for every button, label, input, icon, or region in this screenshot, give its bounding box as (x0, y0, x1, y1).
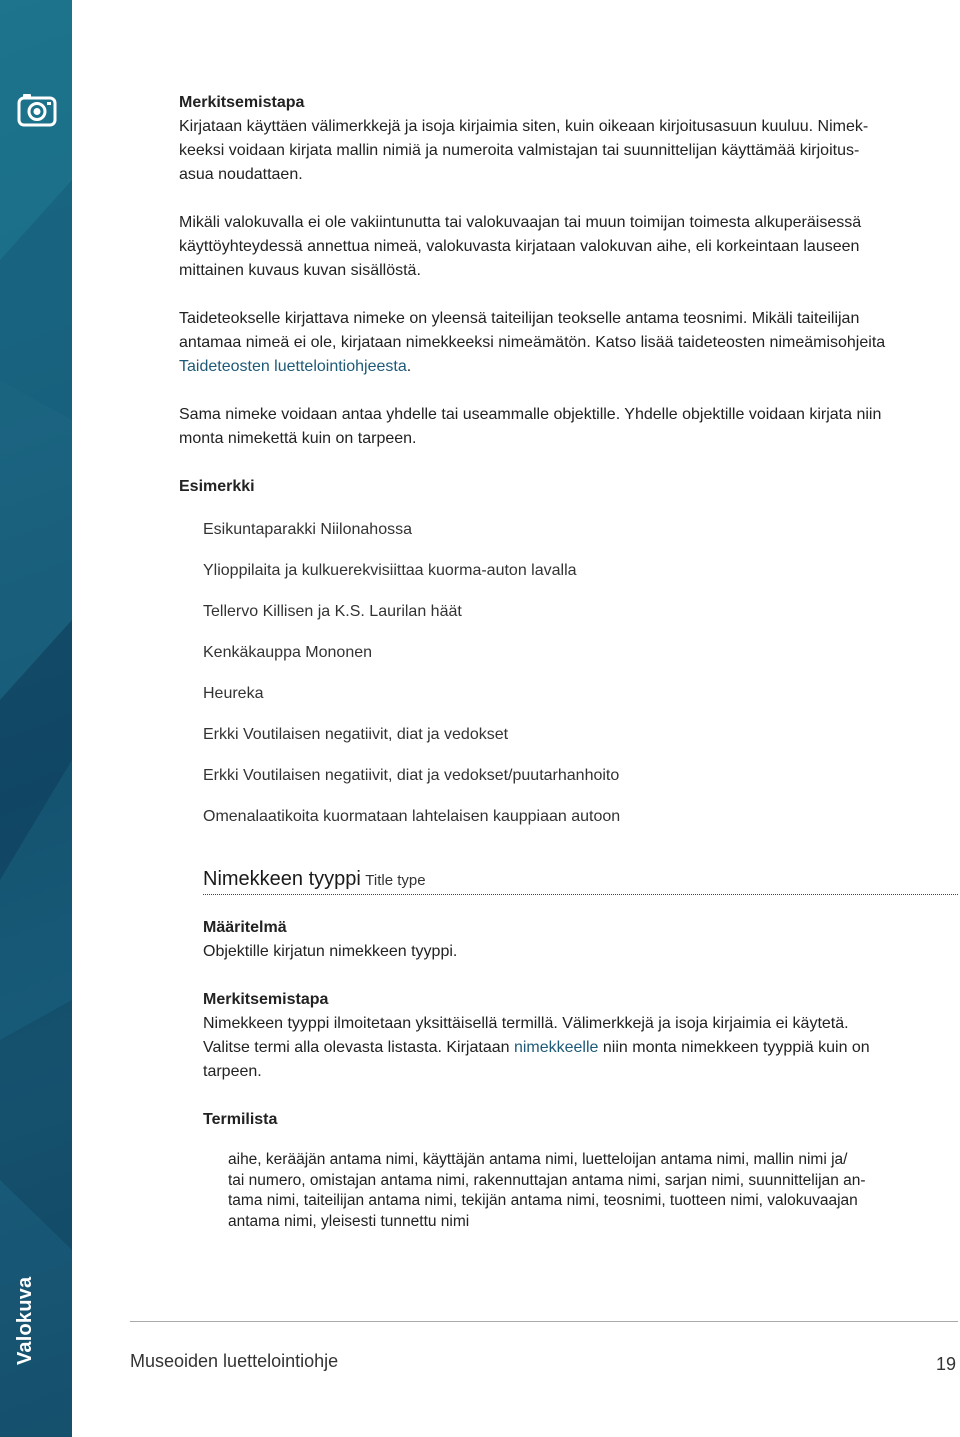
termlist-heading: Termilista (203, 1111, 278, 1128)
example-item: Heureka (203, 685, 264, 702)
example-item: Omenalaatikoita kuormataan lahtelaisen kauppiaan autoon (203, 808, 621, 825)
example-item: Esikuntaparakki Niilonahossa (203, 521, 412, 538)
term-line: aihe, kerääjän antama nimi, käyttäjän antama nimi, luetteloijan antama nimi, mallin nimi ja/ (228, 1151, 848, 1168)
footer-divider (130, 1321, 958, 1322)
term-line: tai numero, omistajan antama nimi, rakennuttajan antama nimi, sarjan nimi, suunnittelijan an- (228, 1171, 866, 1189)
term-line: antama nimi, yleisesti tunnettu nimi (228, 1212, 470, 1230)
notation-heading-2: Merkitsemistapa (203, 991, 329, 1008)
examples-heading: Esimerkki (179, 478, 255, 495)
notation-heading: Merkitsemistapa (179, 94, 305, 111)
example-item: Tellervo Killisen ja K.S. Laurilan häät (203, 603, 462, 620)
paragraph-line: keeksi voidaan kirjata mallin nimiä ja numeroita valmistajan tai suunnittelijan käyttämää kirjoitus- (179, 142, 860, 159)
field-title: Nimekkeen tyyppi (203, 868, 361, 890)
paragraph-line: monta nimekettä kuin on tarpeen. (179, 430, 417, 447)
guide-link[interactable]: Taideteosten luettelointiohjeesta (179, 358, 407, 375)
paragraph-line: käyttöyhteydessä annettua nimeä, valokuvasta kirjataan valokuvan aihe, eli korkeintaan lauseen (179, 238, 860, 255)
paragraph-line: Mikäli valokuvalla ei ole vakiintunutta tai valokuvaajan tai muun toimijan toimesta alkuperäisessä (179, 214, 862, 231)
paragraph-line: asua noudattaen. (179, 166, 303, 183)
example-item: Erkki Voutilaisen negatiivit, diat ja vedokset (203, 726, 509, 743)
term-line: tama nimi, taiteilijan antama nimi, tekijän antama nimi, teosnimi, tuotteen nimi, valokuvaajan (228, 1192, 858, 1209)
footer-title: Museoiden luettelointiohje (130, 1351, 339, 1371)
sidebar (0, 0, 72, 1437)
page-number: 19 (935, 1354, 956, 1374)
field-heading (203, 868, 958, 895)
paragraph-line: Sama nimeke voidaan antaa yhdelle tai useammalle objektille. Yhdelle objektille voidaan kirjata niin (179, 406, 882, 423)
paragraph-line: antamaa nimeä ei ole, kirjataan nimekkeeksi nimeämätön. Katso lisää taideteosten nimeämisohjeita (179, 334, 886, 351)
paragraph-line: mittainen kuvaus kuvan sisällöstä. (179, 262, 421, 279)
field-title-en: Title type (365, 872, 426, 889)
paragraph-line (179, 355, 411, 379)
notation-text: Valitse termi alla olevasta listasta. Kirjataan (203, 1039, 514, 1056)
sidebar-label: Valokuva (14, 1276, 36, 1365)
example-item: Ylioppilaita ja kulkuerekvisiittaa kuorma-auton lavalla (203, 562, 577, 579)
nimeke-link[interactable]: nimekkeelle (513, 1039, 599, 1056)
paragraph-line: Taideteokselle kirjattava nimeke on yleensä taiteilijan teokselle antama teosnimi. Mikäli taiteilijan (179, 310, 860, 327)
definition-text: Objektille kirjatun nimekkeen tyyppi. (203, 943, 458, 960)
term-list (228, 1150, 938, 1232)
paragraph-line: Nimekkeen tyyppi ilmoitetaan yksittäisellä termillä. Välimerkkejä ja isoja kirjaimia ei käytetä. (203, 1015, 849, 1032)
link-period: . (406, 358, 412, 375)
paragraph-line (203, 1036, 870, 1060)
definition-heading: Määritelmä (203, 919, 287, 936)
example-item: Erkki Voutilaisen negatiivit, diat ja vedokset/puutarhanhoito (203, 767, 620, 784)
sidebar-pattern (0, 0, 72, 1437)
example-item: Kenkäkauppa Mononen (203, 644, 373, 661)
camera-icon (17, 92, 57, 128)
notation-text: niin monta nimekkeen tyyppiä kuin on (598, 1039, 870, 1056)
paragraph-line: tarpeen. (203, 1063, 262, 1080)
paragraph-line: Kirjataan käyttäen välimerkkejä ja isoja kirjaimia siten, kuin oikeaan kirjoitusasuun kuuluu. Nimek- (179, 118, 869, 135)
